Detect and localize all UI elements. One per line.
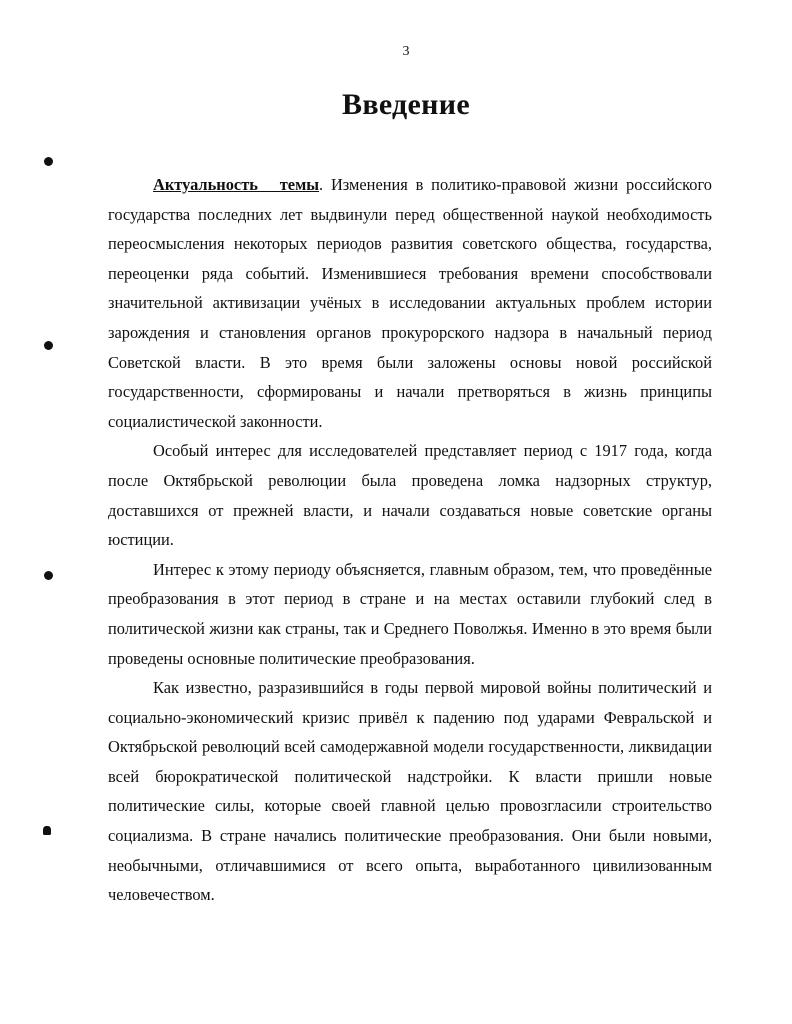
binder-hole-mark-icon (44, 157, 53, 166)
page-number: 3 (402, 44, 410, 59)
paragraph: Особый интерес для исследователей представляет период с 1917 года, когда после Октябрьской революции была проведена ломка надзорных структур, доставшихся от прежней власти, и начали создаваться новые советские органы юстиции. (108, 441, 712, 550)
paragraph-lead-heading: Актуальность темы (153, 175, 320, 194)
section-title: Введение (342, 88, 470, 121)
paragraph: Интерес к этому периоду объясняется, главным образом, тем, что проведённые преобразования в этот период в стране и на местах оставили глубокий след в политической жизни как страны, так и Среднего Поволжья. Именно в это время были проведены основные политические преобразования. (108, 559, 712, 668)
paragraph: Как известно, разразившийся в годы первой мировой войны политический и социально-экономический кризис привёл к падению под ударами Февральской и Октябрьской революций всей самодержавной модели государственности, ликвидации всей бюрократической политической надстройки. К власти пришли новые политические силы, которые своей главной целью провозгласили строительство социализма. В стране начались политические преобразования. Они были новыми, необычными, отличавшимися от всего опыта, выработанного цивилизованным человечеством. (108, 678, 712, 905)
paragraph-text: . Изменения в политико-правовой жизни российского государства последних лет выдвинули перед общественной наукой необходимость переосмысления некоторых периодов развития советского общества, государства, переоценки ряда событий. Изменившиеся требования времени способствовали значительной активизации учёных в исследовании актуальных проблем истории зарождения и становления органов прокурорского надзора в начальный период Советской власти. В это время были заложены основы новой российской государственности, сформированы и начали претворяться в жизнь принципы социалистической законности. (108, 175, 713, 431)
body-text (108, 170, 712, 910)
binder-hole-mark-icon (44, 341, 53, 350)
binder-hole-mark-icon (43, 826, 51, 835)
paragraph-relevance (108, 170, 712, 436)
binder-hole-mark-icon (44, 571, 53, 580)
